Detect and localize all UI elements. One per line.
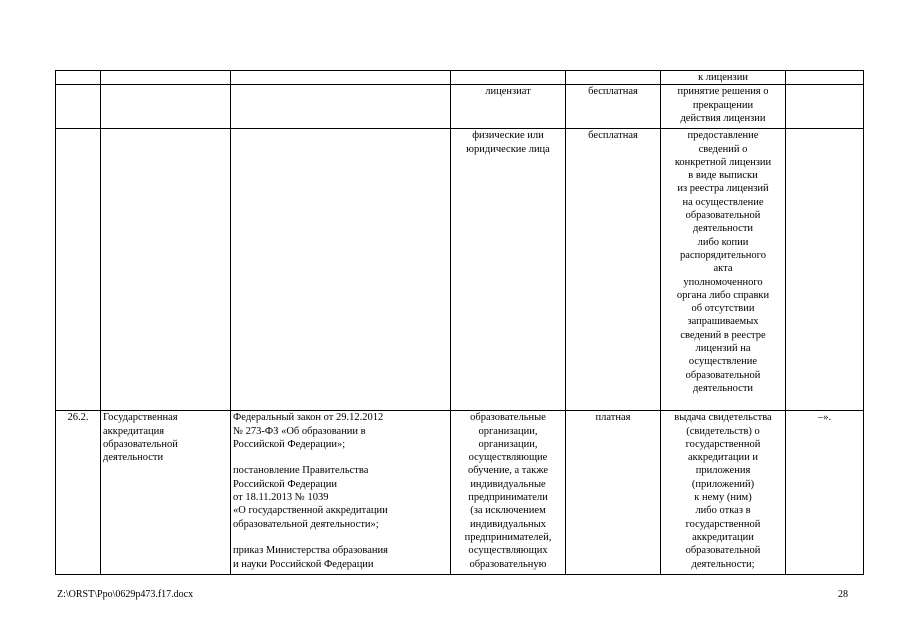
table-cell: [56, 411, 101, 575]
text-line: приложения: [695, 465, 751, 477]
text-line: запрашиваемых: [687, 316, 759, 328]
table-cell: [786, 411, 864, 575]
text-line: осуществление: [688, 356, 758, 368]
table-cell: [56, 129, 101, 411]
table-cell: [661, 129, 786, 411]
table-cell: [101, 129, 231, 411]
text-line: образовательной: [685, 210, 761, 222]
text-line: индивидуальные: [470, 478, 546, 490]
text-line: лицензиат: [485, 86, 531, 98]
text-line: образовательную: [469, 558, 547, 570]
text-line: (за исключением: [470, 505, 546, 517]
text-line: либо копии: [697, 236, 749, 248]
text-line: № 273-ФЗ «Об образовании в: [233, 425, 366, 437]
text-line: образовательные: [470, 412, 546, 424]
text-line: (приложений): [691, 478, 755, 490]
table-cell: [661, 71, 786, 85]
text-line: предпринимателей,: [464, 531, 552, 543]
text-line: образовательной: [685, 369, 761, 381]
services-table: [55, 70, 864, 575]
text-line: либо отказ в: [695, 505, 751, 517]
table-cell: [231, 85, 451, 129]
table-cell: [231, 129, 451, 411]
text-line: Российской Федерации: [233, 478, 337, 490]
table-cell: [661, 85, 786, 129]
text-line: акта: [713, 263, 733, 275]
table-cell: [451, 71, 566, 85]
text-line: в виде выписки: [688, 170, 758, 182]
table-cell: [566, 411, 661, 575]
table-cell: [566, 71, 661, 85]
text-line: 26.2.: [67, 412, 89, 424]
text-line: предприниматели: [468, 492, 548, 504]
text-line: бесплатная: [588, 86, 638, 98]
closing-mark: [788, 411, 861, 424]
text-line: на осуществление: [682, 196, 764, 208]
text-line: распорядительного: [680, 249, 766, 261]
table-cell: [786, 129, 864, 411]
result-text: [663, 85, 783, 125]
result-text: [663, 71, 783, 84]
table-cell: [231, 411, 451, 575]
text-line: прекращении: [692, 99, 754, 111]
result-text: [663, 411, 783, 571]
text-line: предоставление: [687, 130, 759, 142]
result-text: [663, 129, 783, 395]
text-line: органа либо справки: [676, 289, 770, 301]
legal-basis-3: [233, 544, 448, 571]
text-line: об отсутствии: [691, 303, 755, 315]
table-row: [56, 71, 864, 85]
text-line: бесплатная: [588, 130, 638, 142]
text-line: физические или: [472, 130, 544, 142]
text-line: принятие решения о: [677, 86, 769, 98]
table-cell: [451, 129, 566, 411]
fee-text: [568, 411, 658, 424]
text-line: уполномоченного: [683, 276, 763, 288]
text-line: государственной: [685, 438, 761, 450]
service-name: [103, 411, 228, 464]
text-line: аккредитация: [103, 425, 165, 437]
text-line: осуществляющих: [468, 545, 548, 557]
table-cell: [451, 85, 566, 129]
text-line: от 18.11.2013 № 1039: [233, 492, 329, 504]
text-line: образовательной: [103, 438, 178, 450]
fee-text: [568, 129, 658, 142]
text-line: платная: [595, 412, 631, 424]
table-cell: [566, 85, 661, 129]
text-line: выдача свидетельства: [674, 412, 772, 424]
text-line: организации,: [478, 425, 538, 437]
text-line: обучение, а также: [467, 465, 549, 477]
text-line: действия лицензии: [680, 112, 766, 124]
text-line: «О государственной аккредитации: [233, 505, 388, 517]
file-path: Z:\ORST\Ppo\0629p473.f17.docx: [57, 589, 194, 600]
text-line: организации,: [478, 438, 538, 450]
legal-basis-2: [233, 464, 448, 530]
legal-basis-1: [233, 411, 448, 451]
text-line: осуществляющие: [468, 452, 548, 464]
table-cell: [786, 85, 864, 129]
text-line: Российской Федерации»;: [233, 438, 346, 450]
table-row: [56, 129, 864, 411]
table-row: [56, 85, 864, 129]
text-line: к лицензии: [698, 72, 748, 83]
table-cell: [786, 71, 864, 85]
text-line: Федеральный закон от 29.12.2012: [233, 412, 384, 424]
text-line: образовательной: [685, 545, 761, 557]
table-cell: [451, 411, 566, 575]
table-cell: [101, 71, 231, 85]
text-line: –».: [817, 412, 832, 424]
text-line: постановление Правительства: [233, 465, 369, 477]
applicant-text: [453, 129, 563, 156]
text-line: сведений о: [698, 143, 748, 155]
text-line: аккредитации и: [687, 452, 759, 464]
text-line: и науки Российской Федерации: [233, 558, 374, 570]
table-cell: [56, 71, 101, 85]
text-line: к нему (ним): [694, 492, 752, 504]
text-line: юридические лица: [466, 143, 550, 155]
text-line: лицензий на: [695, 343, 751, 355]
text-line: Государственная: [103, 412, 178, 424]
table-cell: [101, 411, 231, 575]
table-cell: [661, 411, 786, 575]
item-number: [58, 411, 98, 424]
text-line: аккредитации: [692, 531, 754, 543]
page-number: 28: [838, 589, 848, 600]
text-line: сведений в реестре: [680, 329, 766, 341]
applicant-text: [453, 411, 563, 571]
text-line: приказ Министерства образования: [233, 545, 388, 557]
applicant-text: [453, 85, 563, 98]
text-line: деятельности;: [691, 558, 755, 570]
text-line: образовательной деятельности»;: [233, 518, 379, 530]
text-line: государственной: [685, 518, 761, 530]
text-line: деятельности: [692, 382, 754, 394]
table-cell: [231, 71, 451, 85]
text-line: деятельности: [692, 223, 754, 235]
text-line: конкретной лицензии: [674, 156, 772, 168]
table-row: [56, 411, 864, 575]
fee-text: [568, 85, 658, 98]
text-line: (свидетельств) о: [686, 425, 760, 437]
text-line: индивидуальных: [470, 518, 546, 530]
text-line: из реестра лицензий: [677, 183, 769, 195]
table-cell: [101, 85, 231, 129]
table-cell: [566, 129, 661, 411]
table-cell: [56, 85, 101, 129]
text-line: деятельности: [103, 452, 164, 464]
